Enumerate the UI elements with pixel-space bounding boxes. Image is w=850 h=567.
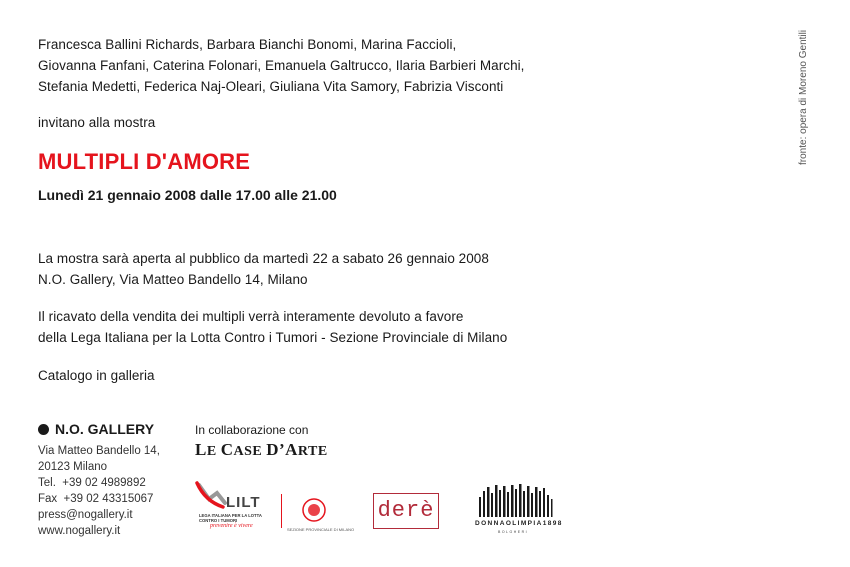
gallery-email[interactable]: press@nogallery.it [38,509,133,521]
le-case-darte-logo [195,440,328,460]
exhibition-title: MULTIPLI D'AMORE [38,149,251,174]
opening-line: La mostra sarà aperta al pubblico da martedì 22 a sabato 26 gennaio 2008 [38,251,489,266]
benefit-line: della Lega Italiana per la Lotta Contro i Tumori - Sezione Provinciale di Milano [38,330,508,345]
host-names [38,34,524,97]
venue-line: N.O. Gallery, Via Matteo Bandello 14, Milano [38,272,308,287]
lilt-separator [281,494,282,528]
lilt-subtitle: LEGA ITALIANA PER LA LOTTA CONTRO I TUMORI [199,513,262,523]
gallery-phone: Tel. +39 02 4989892 [38,477,146,489]
logo-letters: E [206,444,221,459]
dere-logo: derè [377,498,435,523]
lilt-tagline: prevenire è vivere [210,523,253,529]
donna-olimpia-subtitle: BOLGHERI [498,530,529,534]
benefit-info [38,306,507,348]
benefit-line: Il ricavato della vendita dei multipli verrà interamente devoluto a favore [38,309,464,324]
logo-letters: ASE [233,444,267,459]
opening-date: Lunedì 21 gennaio 2008 dalle 17.00 alle 21.00 [38,187,337,203]
gallery-website[interactable]: www.nogallery.it [38,525,121,537]
host-line: Francesca Ballini Richards, Barbara Bianchi Bonomi, Marina Faccioli, [38,37,457,52]
gallery-logo [38,421,154,437]
gallery-city: 20123 Milano [38,461,108,473]
donna-olimpia-wordmark: DONNAOLIMPIA1898 [475,520,563,527]
lilt-province: SEZIONE PROVINCIALE DI MILANO [287,527,355,532]
logo-letter: L [195,440,207,459]
collab-label: In collaborazione con [195,423,309,437]
logo-letters: RTE [297,444,328,459]
gallery-contacts [38,443,160,539]
catalog-note: Catalogo in galleria [38,368,155,383]
gallery-address: Via Matteo Bandello 14, [38,445,160,457]
lilt-wordmark: LILT [226,494,261,511]
logo-letter: C [220,440,234,459]
gallery-fax: Fax +39 02 43315067 [38,493,154,505]
donna-olimpia-logo-icon [475,483,575,519]
bullet-dot-icon [38,424,49,435]
host-line: Stefania Medetti, Federica Naj-Oleari, Giuliana Vita Samory, Fabrizia Visconti [38,79,504,94]
opening-info [38,248,489,290]
gallery-name: N.O. GALLERY [55,421,155,437]
host-line: Giovanna Fanfani, Caterina Folonari, Emanuela Galtrucco, Ilaria Barbieri Marchi, [38,58,525,73]
logo-letter: D’A [266,440,298,459]
cover-credit: fronte: opera di Moreno Gentili [798,30,809,166]
invite-text: invitano alla mostra [38,115,156,130]
